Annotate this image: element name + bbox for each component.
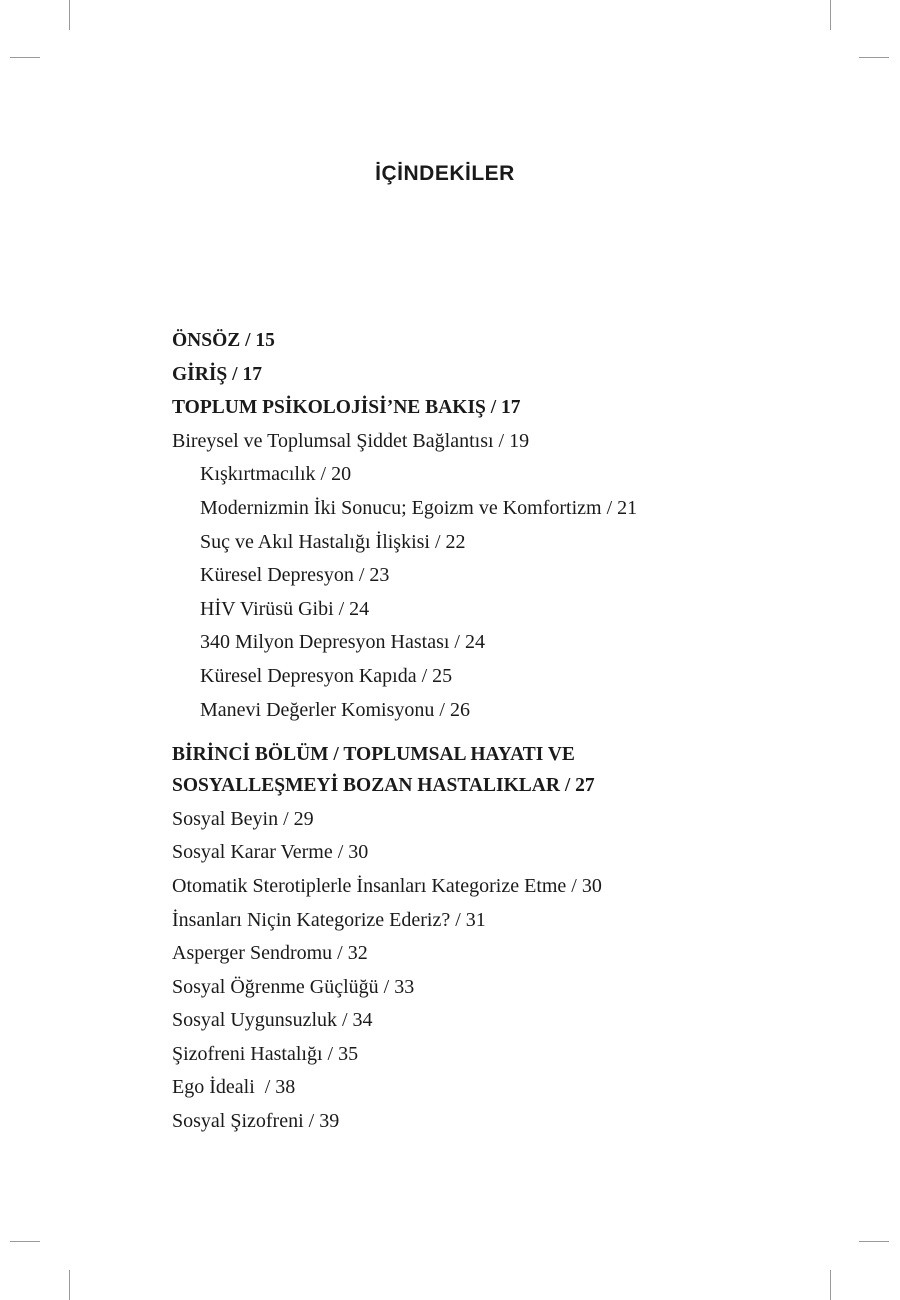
toc-subentry: Kışkırtmacılık / 20 bbox=[200, 463, 352, 486]
page-title: İÇİNDEKİLER bbox=[375, 162, 515, 185]
toc-subentry: Modernizmin İki Sonucu; Egoizm ve Komfortizm / 21 bbox=[200, 496, 638, 519]
toc-entry-section-heading: TOPLUM PSİKOLOJİSİ’NE BAKIŞ / 17 bbox=[172, 397, 521, 419]
toc-subentry: 340 Milyon Depresyon Hastası / 24 bbox=[200, 631, 485, 654]
toc-entry: Sosyal Öğrenme Güçlüğü / 33 bbox=[172, 975, 415, 998]
toc-entry: Asperger Sendromu / 32 bbox=[172, 942, 368, 965]
toc-entry: İnsanları Niçin Kategorize Ederiz? / 31 bbox=[172, 908, 486, 931]
crop-mark bbox=[69, 1270, 70, 1300]
toc-entry: Otomatik Sterotiplerle İnsanları Kategorize Etme / 30 bbox=[172, 874, 602, 897]
table-of-contents bbox=[172, 324, 812, 1139]
toc-entry-giris: GİRİŞ / 17 bbox=[172, 363, 262, 385]
toc-subentry: Küresel Depresyon / 23 bbox=[200, 564, 390, 587]
toc-entry: Sosyal Uygunsuzluk / 34 bbox=[172, 1009, 373, 1032]
crop-mark bbox=[830, 1270, 831, 1300]
crop-mark bbox=[859, 57, 889, 58]
toc-entry: Sosyal Beyin / 29 bbox=[172, 807, 314, 830]
crop-mark bbox=[859, 1241, 889, 1242]
toc-entry: Sosyal Karar Verme / 30 bbox=[172, 841, 369, 864]
toc-chapter-heading: SOSYALLEŞMEYİ BOZAN HASTALIKLAR / 27 bbox=[172, 775, 595, 797]
toc-subentry: Suç ve Akıl Hastalığı İlişkisi / 22 bbox=[200, 530, 466, 553]
toc-subentry: Küresel Depresyon Kapıda / 25 bbox=[200, 664, 453, 687]
toc-entry: Ego İdeali / 38 bbox=[172, 1076, 296, 1099]
toc-entry-onsoz: ÖNSÖZ / 15 bbox=[172, 330, 275, 351]
toc-subentry: Manevi Değerler Komisyonu / 26 bbox=[200, 698, 470, 721]
crop-mark bbox=[10, 1241, 40, 1242]
toc-subentry: HİV Virüsü Gibi / 24 bbox=[200, 597, 370, 620]
toc-entry: Sosyal Şizofreni / 39 bbox=[172, 1110, 340, 1133]
toc-entry: Şizofreni Hastalığı / 35 bbox=[172, 1042, 359, 1065]
crop-mark bbox=[830, 0, 831, 30]
crop-mark bbox=[10, 57, 40, 58]
toc-chapter-heading: BİRİNCİ BÖLÜM / TOPLUMSAL HAYATI VE bbox=[172, 744, 575, 766]
toc-entry: Bireysel ve Toplumsal Şiddet Bağlantısı / 19 bbox=[172, 429, 530, 452]
crop-mark bbox=[69, 0, 70, 30]
